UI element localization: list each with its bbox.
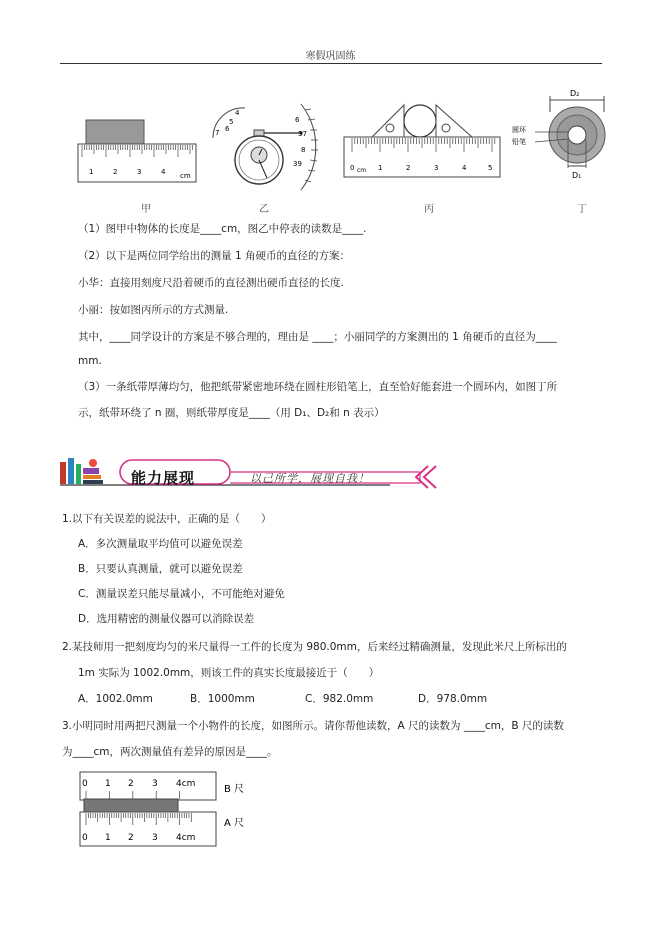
figure-label-jia: 甲 bbox=[141, 204, 151, 215]
ruler-b-label-0: 0 bbox=[82, 779, 88, 789]
outer-left-1: 4 bbox=[235, 109, 240, 117]
ruler-jia-label-4: 4 bbox=[161, 168, 166, 176]
page-header: 寒假巩固练 bbox=[305, 51, 356, 62]
question-part-3-line2: 示，纸带环绕了 n 圈，则纸带厚度是____（用 D₁、D₂和 n 表示） bbox=[78, 407, 385, 419]
q2-stem-line2: 1m 实际为 1002.0mm，则该工件的真实长度最接近于（ ） bbox=[78, 667, 380, 679]
triangle-left bbox=[372, 105, 404, 137]
q3-stem-line2: 为____cm，两次测量值有差异的原因是____。 bbox=[62, 746, 278, 758]
ding-pencil-label: 铅笔 bbox=[512, 138, 526, 146]
q3-stem-line1: 3.小明同时用两把尺测量一个小物件的长度，如图所示。请你帮他读数，A 尺的读数为 ____cm，B 尺的读数 bbox=[62, 720, 564, 732]
figure-bing bbox=[342, 100, 504, 190]
outer-right-1: 6 bbox=[295, 116, 300, 124]
ruler-a-label-3: 3 bbox=[152, 833, 158, 843]
ruler-jia-label-2: 2 bbox=[113, 168, 118, 176]
q1-option-d: D．选用精密的测量仪器可以消除误差 bbox=[78, 613, 255, 625]
ruler-b-name: B 尺 bbox=[224, 784, 245, 795]
q2-option-b: B．1000mm bbox=[190, 693, 255, 705]
book-icon bbox=[60, 462, 66, 484]
ruler-a-label-4: 4cm bbox=[176, 833, 196, 843]
figure-label-bing: 丙 bbox=[424, 204, 434, 215]
d1-label: D₁ bbox=[572, 171, 582, 180]
scheme-xiaohua: 小华：直接用刻度尺沿着硬币的直径测出硬币直径的长度. bbox=[78, 277, 344, 289]
ruler-bing-label-0: 0 bbox=[350, 164, 355, 172]
question-part-2-fill: 其中，____同学设计的方案是不够合理的，理由是 ____；小丽同学的方案测出的 1 角硬币的直径为____ bbox=[78, 331, 557, 343]
triangle-right bbox=[436, 105, 472, 137]
d2-label: D₂ bbox=[570, 89, 580, 98]
outer-left-2: 5 bbox=[229, 118, 234, 126]
q2-option-d: D．978.0mm bbox=[418, 693, 488, 705]
q1-option-a: A．多次测量取平均值可以避免误差 bbox=[78, 538, 243, 550]
ruler-bing-label-3: 3 bbox=[434, 164, 439, 172]
q2-stem-line1: 2.某技师用一把刻度均匀的米尺量得一工件的长度为 980.0mm，后来经过精确测量，发现此米尺上所标出的 bbox=[62, 641, 567, 653]
question-part-2-unit: mm. bbox=[78, 355, 102, 367]
outer-right-3: 8 bbox=[301, 146, 306, 154]
ruler-jia-label-3: 3 bbox=[137, 168, 142, 176]
measured-block bbox=[86, 120, 144, 144]
ruler-bing-label-1: 1 bbox=[378, 164, 383, 172]
header-rule bbox=[60, 63, 602, 64]
scheme-xiaoli: 小丽：按如图丙所示的方式测量. bbox=[78, 304, 229, 316]
ruler-b bbox=[80, 772, 216, 800]
q2-option-c: C．982.0mm bbox=[305, 693, 374, 705]
q1-option-c: C．测量误差只能尽量减小，不可能绝对避免 bbox=[78, 588, 285, 600]
figure-jia bbox=[76, 112, 200, 188]
ding-ring-label: 圆环 bbox=[512, 126, 526, 134]
ruler-a-label-0: 0 bbox=[82, 833, 88, 843]
ruler-b-label-1: 1 bbox=[105, 779, 111, 789]
section-slogan: 以己所学，展现自我！ bbox=[250, 472, 370, 485]
ruler-jia-unit: cm bbox=[180, 172, 191, 180]
q1-option-b: B．只要认真测量，就可以避免误差 bbox=[78, 563, 243, 575]
outer-right-2: 37 bbox=[298, 130, 307, 138]
triangle-right-hole bbox=[442, 124, 450, 132]
coin bbox=[404, 105, 436, 137]
outer-left-4: 7 bbox=[215, 129, 220, 137]
ruler-b-label-4: 4cm bbox=[176, 779, 196, 789]
figure-label-yi: 乙 bbox=[259, 204, 269, 215]
question-part-2: （2）以下是两位同学给出的测量 1 角硬币的直径的方案： bbox=[78, 250, 351, 262]
ruler-b-label-3: 3 bbox=[152, 779, 158, 789]
measured-object bbox=[84, 799, 178, 812]
arrow-left-icon bbox=[416, 466, 428, 488]
apple-icon bbox=[89, 459, 97, 467]
outer-right-4: 39 bbox=[293, 160, 302, 168]
ruler-a-name: A 尺 bbox=[224, 818, 245, 829]
triangle-left-hole bbox=[386, 124, 394, 132]
question-part-3-line1: （3）一条纸带厚薄均匀，他把纸带紧密地环绕在圆柱形铅笔上，直至恰好能套进一个圆环内，如图丁所 bbox=[78, 381, 558, 393]
ruler-bing-label-5: 5 bbox=[488, 164, 493, 172]
question-part-1: （1）图甲中物体的长度是____cm，图乙中停表的读数是____. bbox=[78, 223, 367, 235]
ruler-a bbox=[80, 812, 216, 846]
q1-stem: 1.以下有关误差的说法中，正确的是（ ） bbox=[62, 513, 272, 525]
figure-label-ding: 丁 bbox=[577, 204, 587, 215]
outer-left-3: 6 bbox=[225, 125, 230, 133]
q2-option-a: A．1002.0mm bbox=[78, 693, 153, 705]
q3-figure bbox=[78, 770, 258, 850]
ruler-bing-unit: cm bbox=[357, 167, 367, 174]
ruler-jia-label-1: 1 bbox=[89, 168, 94, 176]
ruler-bing-label-4: 4 bbox=[462, 164, 467, 172]
pencil-cross-section bbox=[568, 126, 586, 144]
stopwatch-button bbox=[254, 130, 264, 136]
figure-yi bbox=[205, 100, 333, 196]
ruler-a-label-2: 2 bbox=[128, 833, 134, 843]
section-title: 能力展现 bbox=[131, 469, 196, 487]
ruler-a-label-1: 1 bbox=[105, 833, 111, 843]
figure-ding bbox=[508, 84, 612, 194]
ruler-bing-label-2: 2 bbox=[406, 164, 411, 172]
ruler-b-label-2: 2 bbox=[128, 779, 134, 789]
